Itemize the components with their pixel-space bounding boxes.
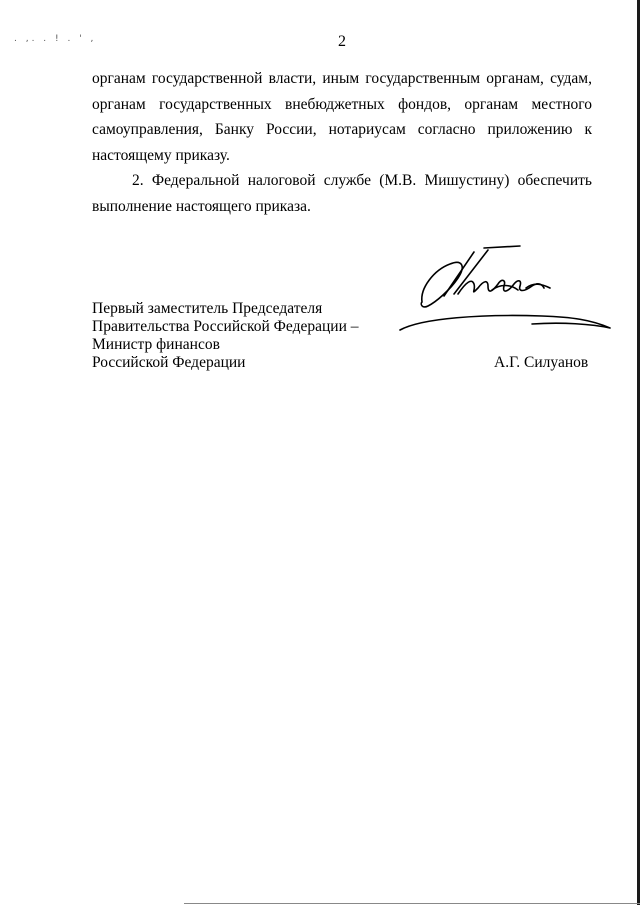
handwritten-signature bbox=[392, 244, 617, 340]
text-line: органам государственных внебюджетных фондов, органам местного bbox=[92, 95, 592, 113]
page-number: 2 bbox=[338, 33, 346, 50]
text-line: настоящему приказу. bbox=[92, 146, 230, 164]
document-body bbox=[92, 66, 592, 219]
signer-title bbox=[92, 300, 359, 372]
text-line: органам государственной власти, иным государственным органам, судам, bbox=[92, 70, 592, 87]
text-line: самоуправления, Банку России, нотариусам согласно приложению к bbox=[92, 121, 592, 138]
text-line: 2. Федеральной налоговой службе (М.В. Мишустину) обеспечить bbox=[132, 172, 592, 189]
signer-title-line: Правительства Российской Федерации – bbox=[92, 318, 359, 335]
paragraph-1 bbox=[92, 66, 592, 168]
signer-title-line: Первый заместитель Председателя bbox=[92, 300, 323, 317]
signer-name: А.Г. Силуанов bbox=[494, 354, 589, 371]
paragraph-2 bbox=[92, 168, 592, 219]
signer-title-line: Российской Федерации bbox=[92, 354, 246, 371]
scan-bottom-line bbox=[184, 903, 640, 904]
scan-specks: . ,. . ! . ' , bbox=[14, 34, 97, 44]
text-line: выполнение настоящего приказа. bbox=[92, 197, 311, 215]
signer-title-line: Министр финансов bbox=[92, 336, 220, 353]
